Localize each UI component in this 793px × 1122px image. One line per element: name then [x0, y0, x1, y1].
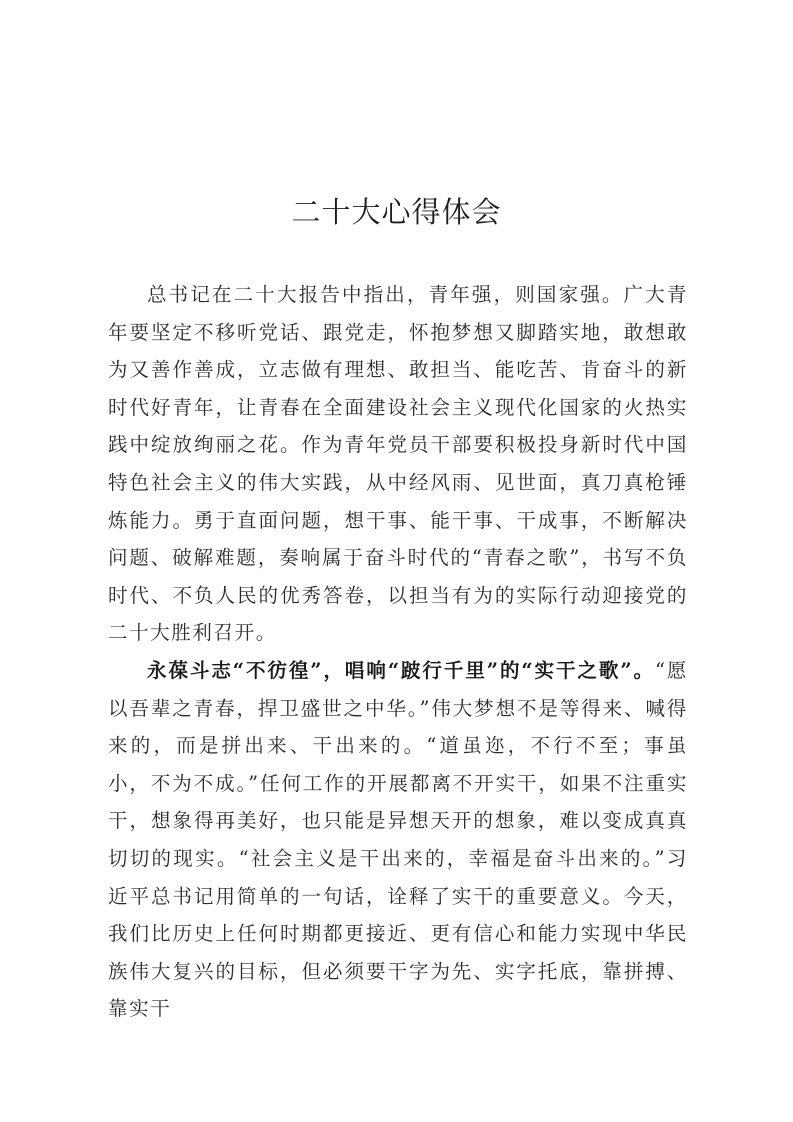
- document-title: 二十大心得体会: [291, 195, 502, 229]
- paragraph-perseverance: [108, 652, 688, 1028]
- paragraph-perseverance-text: “愿以吾辈之青春，捍卫盛世之中华。”伟大梦想不是等得来、喊得来的，而是拼出来、干出来的。“道虽迩，不行不至；事虽小，不为不成。”任何工作的开展都离不开实干，如果不注重实干，想象得再美好，也只能是异想天开的想象，难以变成真真切切的现实。“社会主义是干出来的，幸福是奋斗出来的。”习近平总书记用简单的一句话，诠释了实干的重要意义。今天，我们比历史上任何时期都更接近、更有信心和能力实现中华民族伟大复兴的目标，但必须要干字为先、实字托底，靠拼搏、靠实干: [108, 658, 689, 1021]
- paragraph-intro: [108, 276, 688, 652]
- paragraph-perseverance-heading: 永葆斗志“不彷徨”，唱响“跛行千里”的“实干之歌”。: [147, 658, 655, 682]
- paragraph-intro-text: 总书记在二十大报告中指出，青年强，则国家强。广大青年要坚定不移听党话、跟党走，怀抱梦想又脚踏实地，敢想敢为又善作善成，立志做有理想、敢担当、能吃苦、肯奋斗的新时代好青年，让青春在全面建设社会主义现代化国家的火热实践中绽放绚丽之花。作为青年党员干部要积极投身新时代中国特色社会主义的伟大实践，从中经风雨、见世面，真刀真枪锤炼能力。勇于直面问题，想干事、能干事、干成事，不断解决问题、破解难题，奏响属于奋斗时代的“青春之歌”，书写不负时代、不负人民的优秀答卷，以担当有为的实际行动迎接党的二十大胜利召开。: [108, 283, 688, 645]
- document-body: [108, 276, 688, 1028]
